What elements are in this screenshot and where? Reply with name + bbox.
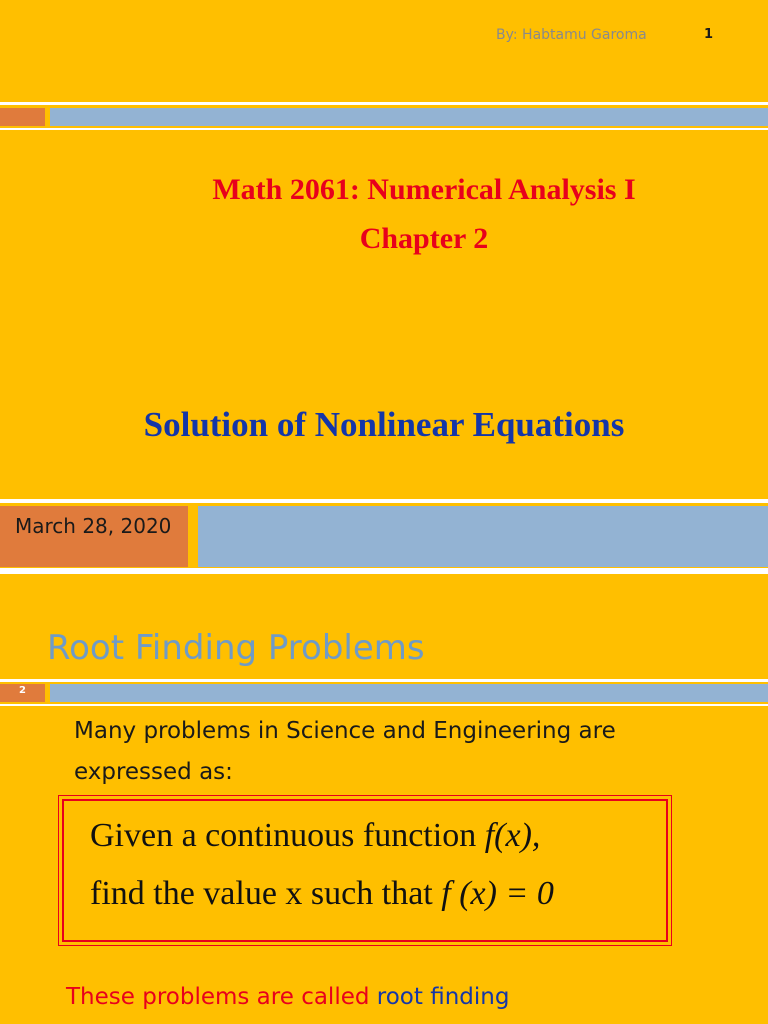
equation-line2-text: find the value x such that [90, 875, 442, 912]
divider-line [0, 499, 768, 503]
equation-box [62, 799, 668, 942]
equation-line1 [90, 817, 540, 855]
divider-line [0, 128, 768, 130]
note-blue-text: root finding [376, 984, 510, 1010]
page-number: 1 [704, 27, 714, 42]
slide-title: Root Finding Problems [47, 628, 425, 668]
note-red-text: These problems are called [66, 984, 377, 1010]
page-number: 2 [19, 685, 26, 696]
slide-subtitle: Solution of Nonlinear Equations [143, 405, 625, 444]
body-text-line1: Many problems in Science and Engineering are [74, 718, 616, 744]
body-text-line2: expressed as: [74, 759, 233, 785]
slide-2 [0, 574, 768, 1024]
divider-line [0, 679, 768, 682]
slide-title-line1: Math 2061: Numerical Analysis I [212, 173, 636, 206]
date-label: March 28, 2020 [15, 514, 172, 538]
equation-line1-text: Given a continuous function [90, 817, 485, 854]
slide-title-line2: Chapter 2 [359, 222, 489, 255]
equation-line2-math: f (x) = 0 [441, 875, 554, 912]
divider-line [0, 704, 768, 706]
note-text [66, 984, 509, 1010]
accent-blue-bar [50, 684, 768, 702]
accent-orange-bar [0, 108, 45, 126]
accent-blue-bar [198, 506, 768, 567]
author-label: By: Habtamu Garoma [496, 27, 647, 43]
divider-line [0, 102, 768, 105]
accent-blue-bar [50, 108, 768, 126]
equation-line2 [90, 875, 554, 913]
equation-line1-math: f(x), [484, 817, 541, 854]
